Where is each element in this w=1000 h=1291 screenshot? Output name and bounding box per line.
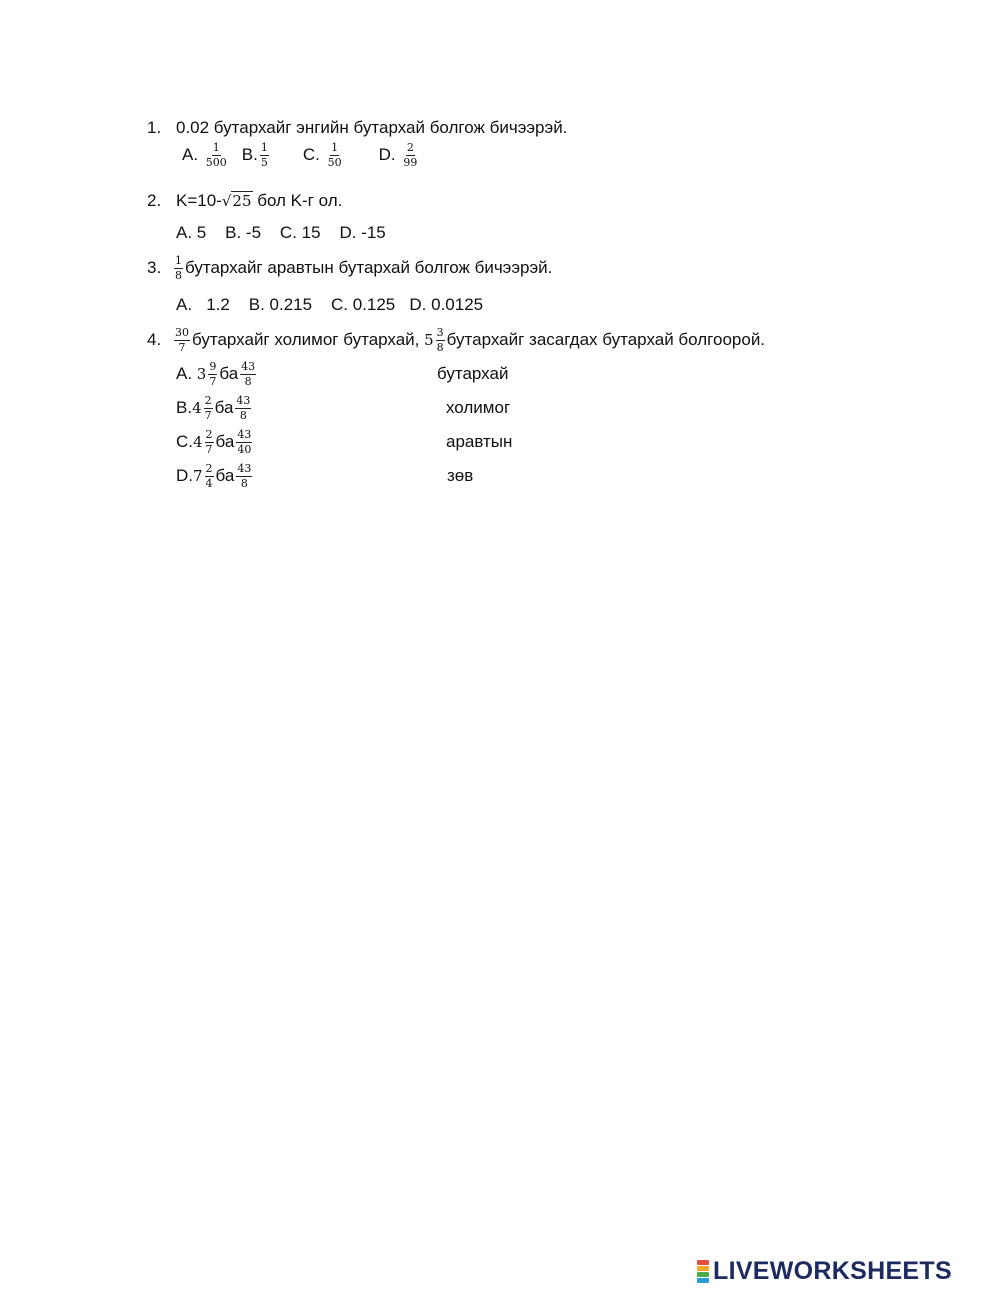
logo-blocks-icon: [697, 1259, 709, 1283]
word-bank-item-2[interactable]: холимог: [446, 398, 511, 417]
word-bank-item-4[interactable]: зөв: [447, 466, 474, 485]
question-1-number: 1.: [147, 118, 162, 137]
q4-option-b: B.4 $\frac{2}{7}$ ба $\frac{43}{8}$: [176, 394, 251, 422]
question-2-number: 2.: [147, 191, 162, 210]
q3-fraction: $\frac{1}{8}$: [175, 254, 182, 282]
q1-option-c: C. $\frac{1}{50}$: [302, 141, 342, 169]
question-1-text: 0.02 бутархайг энгийн бутархай болгож бичээрэй.: [176, 118, 568, 137]
q1-option-b: B. $\frac{1}{5}$: [241, 141, 268, 169]
q4-option-c: C.4 $\frac{2}{7}$ ба $\frac{43}{40}$: [176, 428, 252, 456]
q1-option-a: A. $\frac{1}{500}$: [182, 141, 227, 169]
liveworksheets-logo: [697, 1258, 952, 1284]
question-1-options: [182, 142, 420, 169]
question-3-options: A. 1.2 B. 0.215 C. 0.125 D. 0.0125: [176, 295, 484, 314]
question-4-number: 4.: [147, 330, 162, 349]
question-2-options: A. 5 B. -5 C. 15 D. -15: [176, 223, 386, 242]
question-3-text: $\frac{1}{8}$ бутархайг аравтын бутархай болгож бичээрэй.: [175, 254, 553, 282]
word-bank-item-3[interactable]: аравтын: [446, 432, 513, 451]
q4-option-a: A. 3 $\frac{9}{7}$ ба $\frac{43}{8}$: [176, 360, 256, 388]
sqrt-icon: √25: [221, 192, 252, 210]
question-2-text: K=10-√25 бол K-г ол.: [176, 191, 343, 210]
logo-text: LIVEWORKSHEETS: [713, 1256, 952, 1285]
q4-fraction: $\frac{30}{7}$: [175, 326, 189, 354]
question-3-number: 3.: [147, 258, 162, 277]
word-bank-item-1[interactable]: бутархай: [437, 364, 509, 383]
q4-option-d: D.7 $\frac{2}{4}$ ба $\frac{43}{8}$: [176, 462, 252, 490]
question-4-text: $\frac{30}{7}$ бутархайг холимог бутархай, 5 $\frac{3}{8}$ бутархайг засагдах бутархай болгоорой.: [175, 326, 766, 354]
q1-option-d: D. $\frac{2}{99}$: [378, 141, 418, 169]
